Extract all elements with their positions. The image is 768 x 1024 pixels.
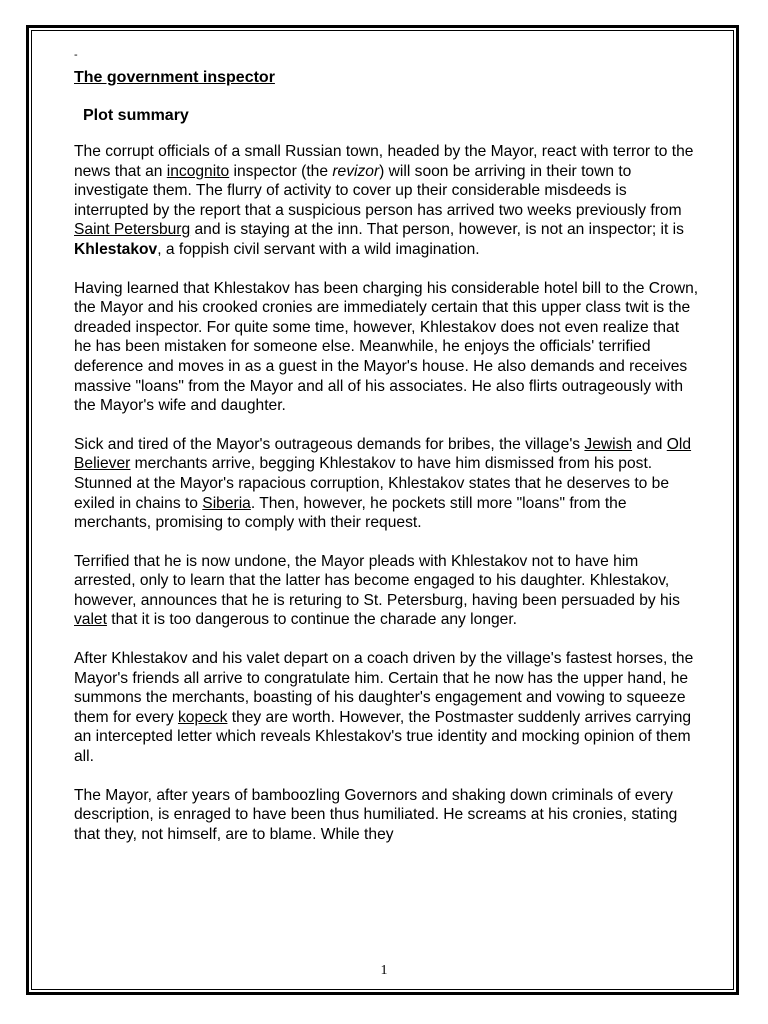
paragraph-4 [74,552,700,630]
paragraph-1 [74,142,700,260]
link-kopeck[interactable]: kopeck [178,708,228,726]
marker-dash: - [74,49,78,61]
text-run: inspector (the [229,162,333,180]
paragraph-5 [74,649,700,767]
link-old-believer[interactable]: Old Believer [74,435,692,473]
text-run: The corrupt officials of a small Russian town, headed by the Mayor, react with terror to the news that an [74,143,694,180]
paragraph-2: Having learned that Khlestakov has been charging his considerable hotel bill to the Crown, the Mayor and his crooked cronies are immediately certain that this upper class twit is the dreaded inspector. For quite some time, however, Khlestakov does not even realize that he has been mistaken for someone else. Meanwhile, he enjoys the officials' terrified deference and moves in as a guest in the Mayor's house. He also demands and receives massive "loans" from the Mayor and all of his associates. He also flirts outrageously with the Mayor's wife and daughter. [74,279,699,415]
text-run: and is staying at the inn. That person, however, is not an inspector; it is [190,221,684,239]
paragraph-3 [74,435,700,533]
link-valet[interactable]: valet [74,611,107,629]
link-saint-petersburg[interactable]: Saint Petersburg [74,221,191,239]
text-run: they are worth. However, the Postmaster suddenly arrives carrying an intercepted letter which reveals Khlestakov's true identity and mocking opinion of them all. [74,708,692,766]
link-siberia[interactable]: Siberia [202,494,251,512]
text-run: , a foppish civil servant with a wild imagination. [157,240,480,258]
italic-revizor: revizor [332,162,380,180]
text-run: Terrified that he is now undone, the Mayor pleads with Khlestakov not to have him arrested, only to learn that the latter has become engaged to his daughter. Khlestakov, however, announces that he is returing to St. Petersburg, having been persuaded by his [74,552,680,609]
link-jewish[interactable]: Jewish [584,435,633,453]
document-title: The government inspector [74,69,275,86]
text-run: that it is too dangerous to continue the charade any longer. [106,611,518,629]
text-run: Sick and tired of the Mayor's outrageous demands for bribes, the village's [74,435,585,453]
section-heading: Plot summary [83,107,189,124]
text-run: and [632,435,667,453]
bold-khlestakov: Khlestakov [74,240,158,258]
document-body [74,48,700,844]
page-number: 1 [380,963,388,978]
text-run: ) will soon be arriving in their town to investigate them. The flurry of activity to cover up their considerable misdeeds is interrupted by the report that a suspicious person has arrived two weeks previously from [74,162,682,219]
text-run: . Then, however, he pockets still more "loans" from the merchants, promising to comply with their request. [74,494,627,532]
text-run: merchants arrive, begging Khlestakov to have him dismissed from his post. Stunned at the Mayor's rapacious corruption, Khlestakov states that he deserves to be exiled in chains to [74,455,670,512]
link-incognito[interactable]: incognito [166,162,230,180]
text-run: After Khlestakov and his valet depart on a coach driven by the village's fastest horses, the Mayor's friends all arrive to congratulate him. Certain that he now has the upper hand, he summons the merchants, boasting of his daughter's engagement and vowing to squeeze them for every [74,650,694,726]
paragraph-6: The Mayor, after years of bamboozling Governors and shaking down criminals of every description, is enraged to have been thus humiliated. He screams at his cronies, stating that they, not himself, are to blame. While they [74,786,678,843]
